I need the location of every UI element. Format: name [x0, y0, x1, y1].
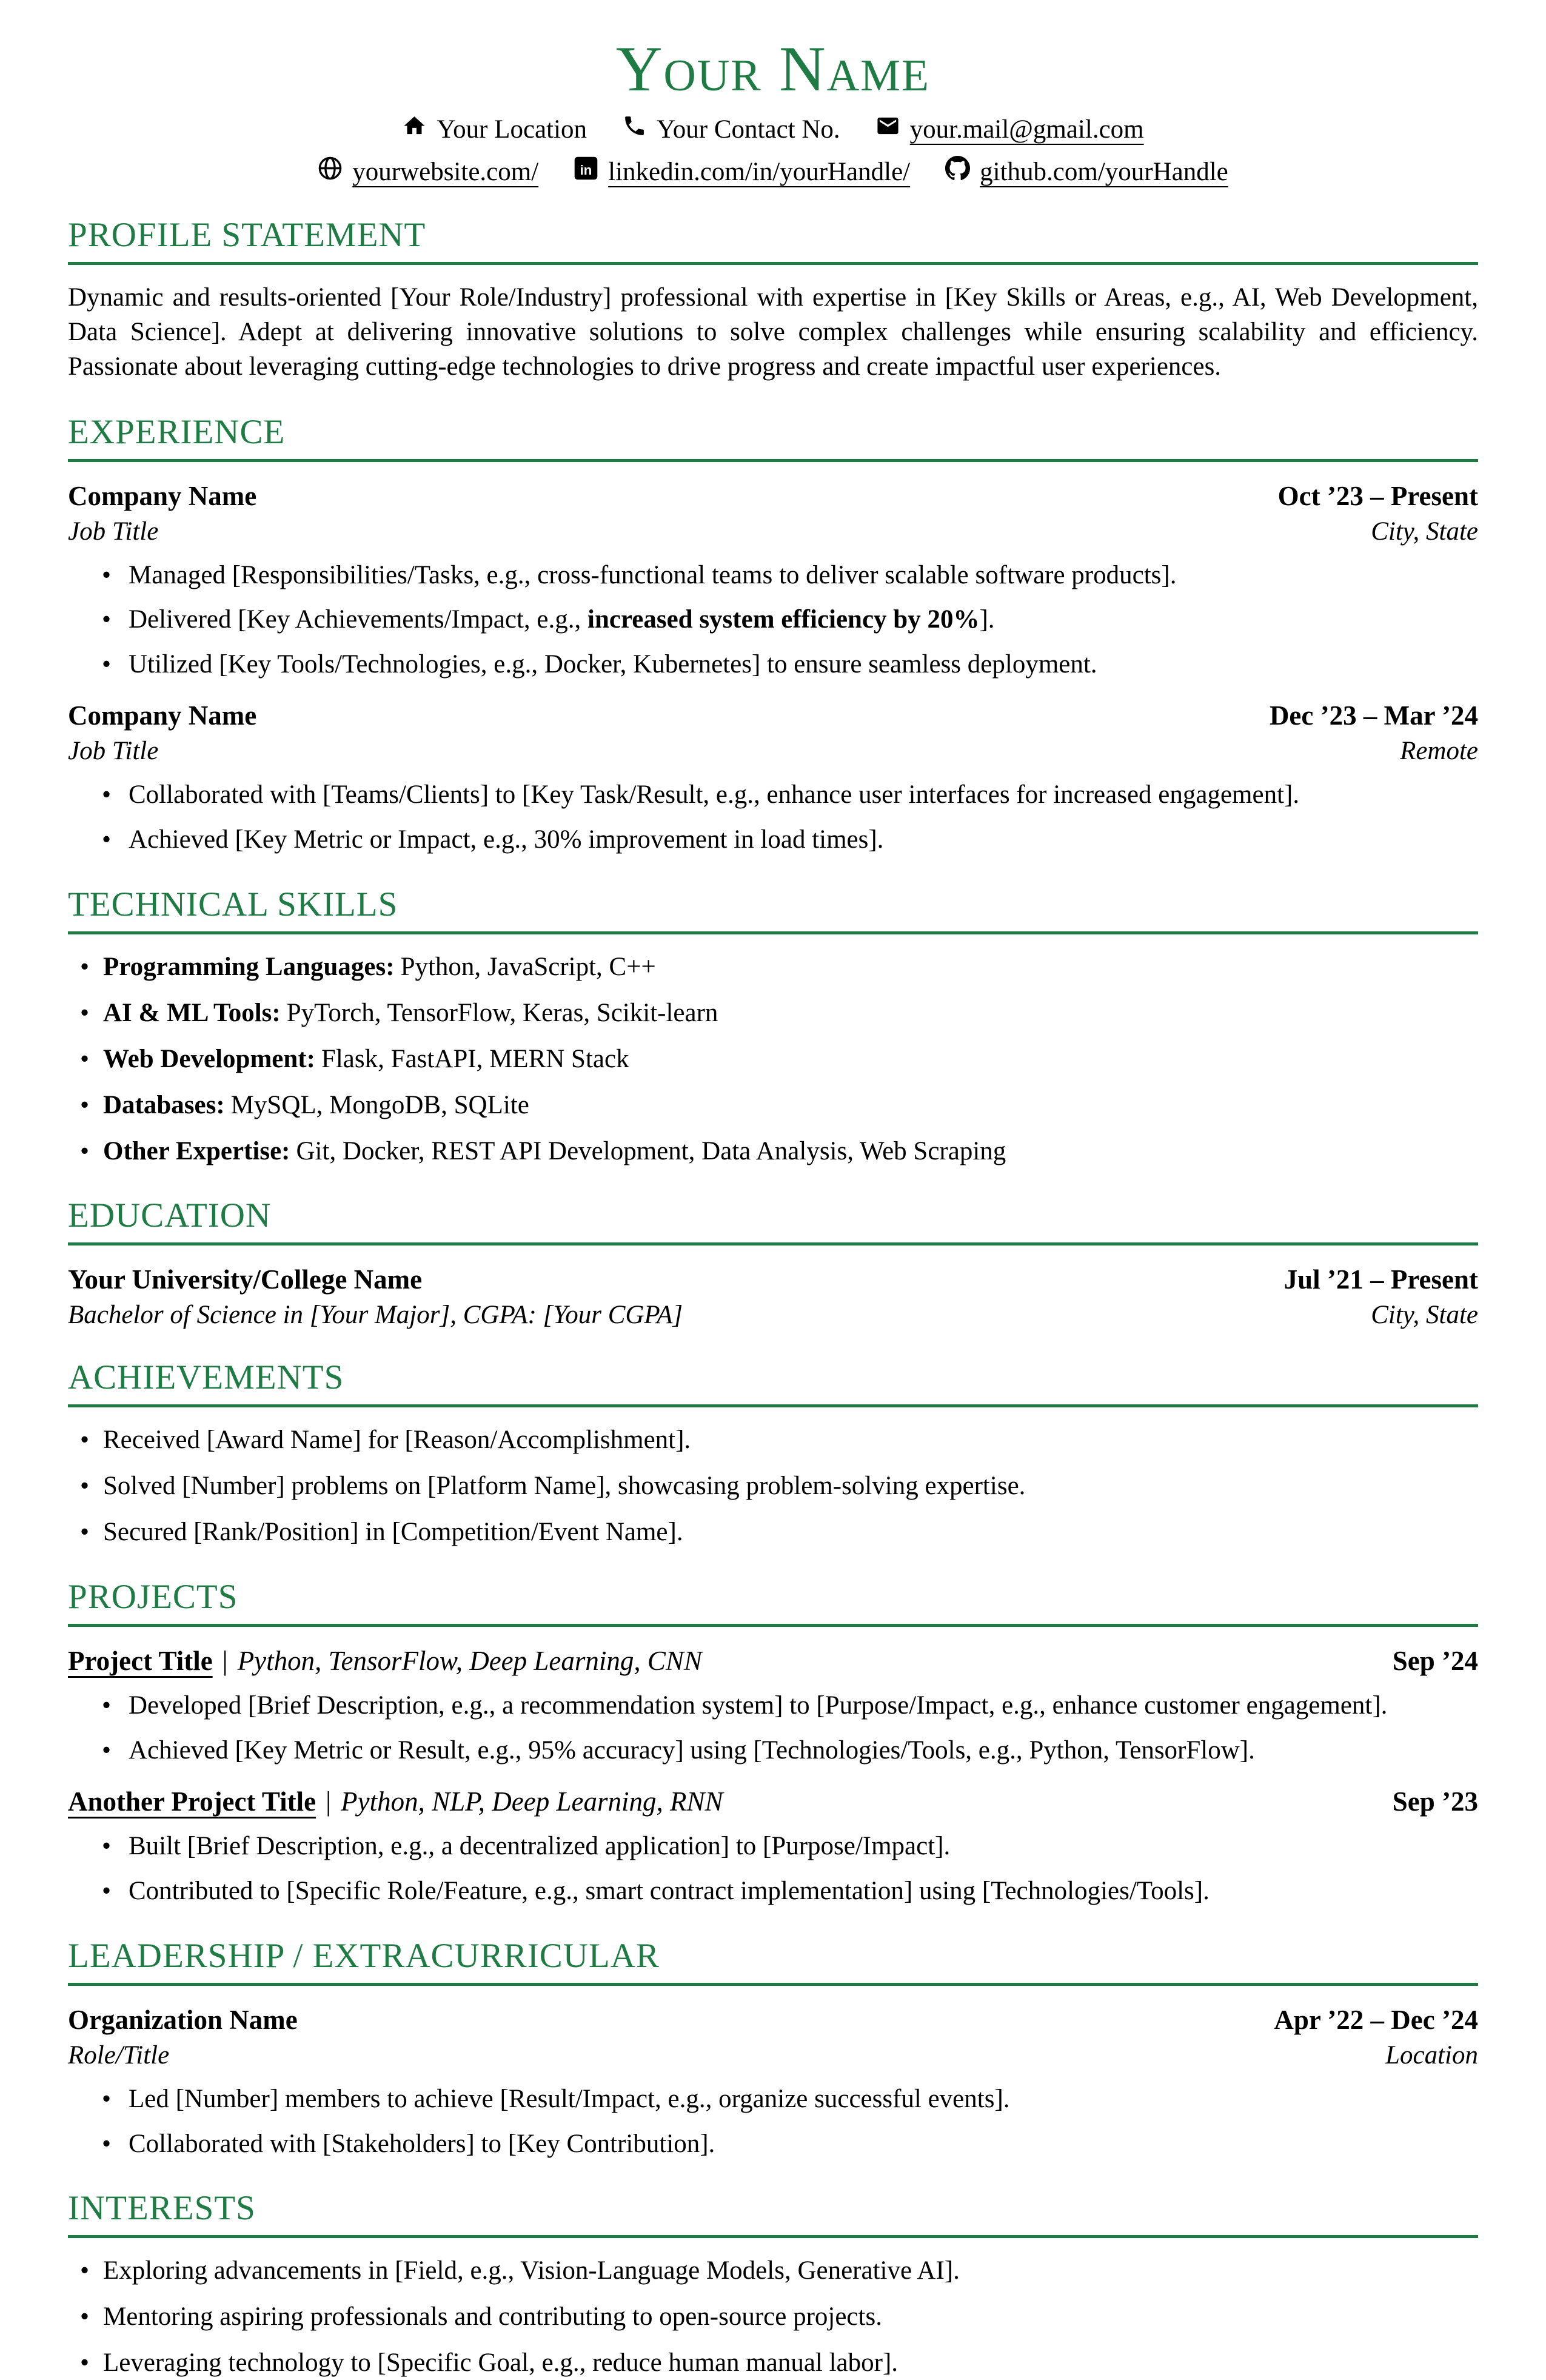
bullet-item: • Contributed to [Specific Role/Feature, e.g., smart contract implementation] using [Technologies/Tools].: [129, 1874, 1478, 1908]
section-divider: [68, 1624, 1478, 1627]
project-title: Project Title: [68, 1646, 213, 1677]
page-title: Your Name: [615, 33, 931, 104]
section-divider: [68, 262, 1478, 265]
bullet-item: • Utilized [Key Tools/Technologies, e.g., Docker, Kubernetes] to ensure seamless deployment.: [129, 648, 1478, 682]
experience-entry: [68, 480, 1478, 682]
section-education-title: EDUCATION: [68, 1196, 272, 1235]
skills-list: [68, 950, 1478, 1168]
date-range: Dec ’23 – Mar ’24: [1269, 700, 1478, 731]
linkedin-link[interactable]: linkedin.com/in/yourHandle/: [608, 157, 911, 186]
bullet-item: • Managed [Responsibilities/Tasks, e.g., cross-functional teams to deliver scalable software products].: [129, 558, 1478, 592]
project-bullets: [68, 1689, 1478, 1768]
leadership-bullets: [68, 2082, 1478, 2161]
company-name: Company Name: [68, 700, 257, 731]
contact-location-label: Your Location: [437, 115, 587, 144]
profile-text: Dynamic and results-oriented [Your Role/Industry] professional with expertise in [Key Skills or Areas, e.g., AI, Web Development, Data Science]. Adept at delivering innovative solutions to solve complex challenges while ensuring scalability and efficiency. Passionate about leveraging cutting-edge technologies to drive progress and create impactful user experiences.: [68, 283, 1478, 381]
contact-row-1: [68, 113, 1478, 145]
contact-github: [945, 156, 1228, 187]
org-location: Location: [1385, 2040, 1478, 2070]
project-tech: Python, NLP, Deep Learning, RNN: [341, 1786, 723, 1817]
section-skills-title: TECHNICAL SKILLS: [68, 885, 398, 924]
section-divider: [68, 931, 1478, 934]
section-education: [68, 1198, 1478, 1330]
job-location: City, State: [1371, 517, 1478, 546]
section-divider: [68, 1404, 1478, 1407]
section-divider: [68, 1242, 1478, 1245]
job-title: Job Title: [68, 517, 159, 546]
section-achievements-title: ACHIEVEMENTS: [68, 1358, 344, 1397]
section-projects: [68, 1580, 1478, 1908]
degree: Bachelor of Science in [Your Major], CGPA: [Your CGPA]: [68, 1301, 683, 1330]
project-tech: Python, TensorFlow, Deep Learning, CNN: [237, 1646, 702, 1677]
school-location: City, State: [1371, 1301, 1478, 1330]
skill-item: • Web Development: Flask, FastAPI, MERN Stack: [103, 1042, 1478, 1076]
achievement-item: • Received [Award Name] for [Reason/Accomplishment].: [103, 1423, 1478, 1457]
company-name: Company Name: [68, 480, 257, 511]
achievement-item: • Secured [Rank/Position] in [Competition/Event Name].: [103, 1515, 1478, 1549]
bullet-item: • Delivered [Key Achievements/Impact, e.g., increased system efficiency by 20%].: [129, 603, 1478, 637]
project-entry: [68, 1645, 1478, 1768]
section-interests-title: INTERESTS: [68, 2189, 256, 2228]
bullet-item: • Built [Brief Description, e.g., a decentralized application] to [Purpose/Impact].: [129, 1829, 1478, 1863]
home-icon: [402, 113, 427, 145]
interest-item: • Mentoring aspiring professionals and contributing to open-source projects.: [103, 2300, 1478, 2334]
linkedin-icon: [574, 156, 598, 187]
skill-item: • Programming Languages: Python, JavaScript, C++: [103, 950, 1478, 984]
contact-location: [402, 113, 587, 145]
bullet-item: • Achieved [Key Metric or Result, e.g., 95% accuracy] using [Technologies/Tools, e.g., Python, TensorFlow].: [129, 1734, 1478, 1768]
date-range: Jul ’21 – Present: [1283, 1264, 1478, 1295]
bullet-item: • Achieved [Key Metric or Impact, e.g., 30% improvement in load times].: [129, 823, 1478, 857]
project-title-line: [68, 1645, 702, 1677]
project-bullets: [68, 1829, 1478, 1908]
website-link[interactable]: yourwebsite.com/: [352, 157, 539, 186]
organization-name: Organization Name: [68, 2004, 298, 2035]
separator: |: [222, 1646, 228, 1677]
project-date: Sep ’23: [1392, 1786, 1478, 1817]
leadership-entry: [68, 2004, 1478, 2161]
resume-header: [68, 35, 1478, 187]
envelope-icon: [875, 113, 900, 145]
section-skills: [68, 887, 1478, 1168]
project-title: Another Project Title: [68, 1786, 316, 1817]
experience-bullets: [68, 778, 1478, 857]
github-icon: [945, 156, 970, 187]
school-name: Your University/College Name: [68, 1264, 423, 1295]
achievement-item: • Solved [Number] problems on [Platform Name], showcasing problem-solving expertise.: [103, 1469, 1478, 1503]
date-range: Apr ’22 – Dec ’24: [1274, 2004, 1478, 2035]
bullet-item: • Developed [Brief Description, e.g., a recommendation system] to [Purpose/Impact, e.g., enhance customer engagement].: [129, 1689, 1478, 1723]
project-entry: [68, 1786, 1478, 1908]
experience-bullets: [68, 558, 1478, 682]
bullet-item: • Collaborated with [Stakeholders] to [Key Contribution].: [129, 2127, 1478, 2161]
section-experience-title: EXPERIENCE: [68, 412, 286, 451]
globe-icon: [318, 156, 343, 187]
section-experience: [68, 412, 1478, 857]
section-divider: [68, 2235, 1478, 2238]
section-profile-title: PROFILE STATEMENT: [68, 216, 426, 255]
section-interests: [68, 2191, 1478, 2380]
bullet-item: • Led [Number] members to achieve [Result/Impact, e.g., organize successful events].: [129, 2082, 1478, 2116]
contact-linkedin: [574, 156, 910, 187]
skill-item: • Other Expertise: Git, Docker, REST API Development, Data Analysis, Web Scraping: [103, 1135, 1478, 1168]
interests-list: [68, 2254, 1478, 2380]
skill-item: • AI & ML Tools: PyTorch, TensorFlow, Keras, Scikit-learn: [103, 996, 1478, 1030]
project-date: Sep ’24: [1392, 1646, 1478, 1677]
experience-entry: [68, 700, 1478, 857]
github-link[interactable]: github.com/yourHandle: [980, 157, 1228, 186]
interest-item: • Leveraging technology to [Specific Goal, e.g., reduce human manual labor].: [103, 2346, 1478, 2380]
project-title-line: [68, 1786, 723, 1817]
date-range: Oct ’23 – Present: [1277, 480, 1478, 511]
role-title: Role/Title: [68, 2040, 170, 2070]
job-location: Remote: [1400, 737, 1478, 766]
section-leadership: [68, 1936, 1478, 2161]
job-title: Job Title: [68, 737, 159, 766]
section-divider: [68, 459, 1478, 462]
contact-phone-label: Your Contact No.: [657, 115, 840, 144]
contact-website: [318, 156, 538, 187]
achievements-list: [68, 1423, 1478, 1549]
interest-item: • Exploring advancements in [Field, e.g., Vision-Language Models, Generative AI].: [103, 2254, 1478, 2288]
section-achievements: [68, 1360, 1478, 1549]
education-entry: [68, 1264, 1478, 1330]
email-link[interactable]: your.mail@gmail.com: [909, 115, 1144, 144]
section-projects-title: PROJECTS: [68, 1578, 238, 1617]
contact-row-2: [68, 156, 1478, 187]
section-leadership-title: LEADERSHIP / EXTRACURRICULAR: [68, 1936, 660, 1975]
skill-item: • Databases: MySQL, MongoDB, SQLite: [103, 1088, 1478, 1122]
bullet-item: • Collaborated with [Teams/Clients] to [Key Task/Result, e.g., enhance user interfaces for increased engagement].: [129, 778, 1478, 812]
section-divider: [68, 1983, 1478, 1986]
contact-phone: [622, 113, 840, 145]
separator: |: [326, 1786, 332, 1817]
svg-text:in: in: [580, 163, 592, 178]
phone-icon: [622, 113, 647, 145]
contact-email: [875, 113, 1144, 145]
section-profile: [68, 218, 1478, 384]
